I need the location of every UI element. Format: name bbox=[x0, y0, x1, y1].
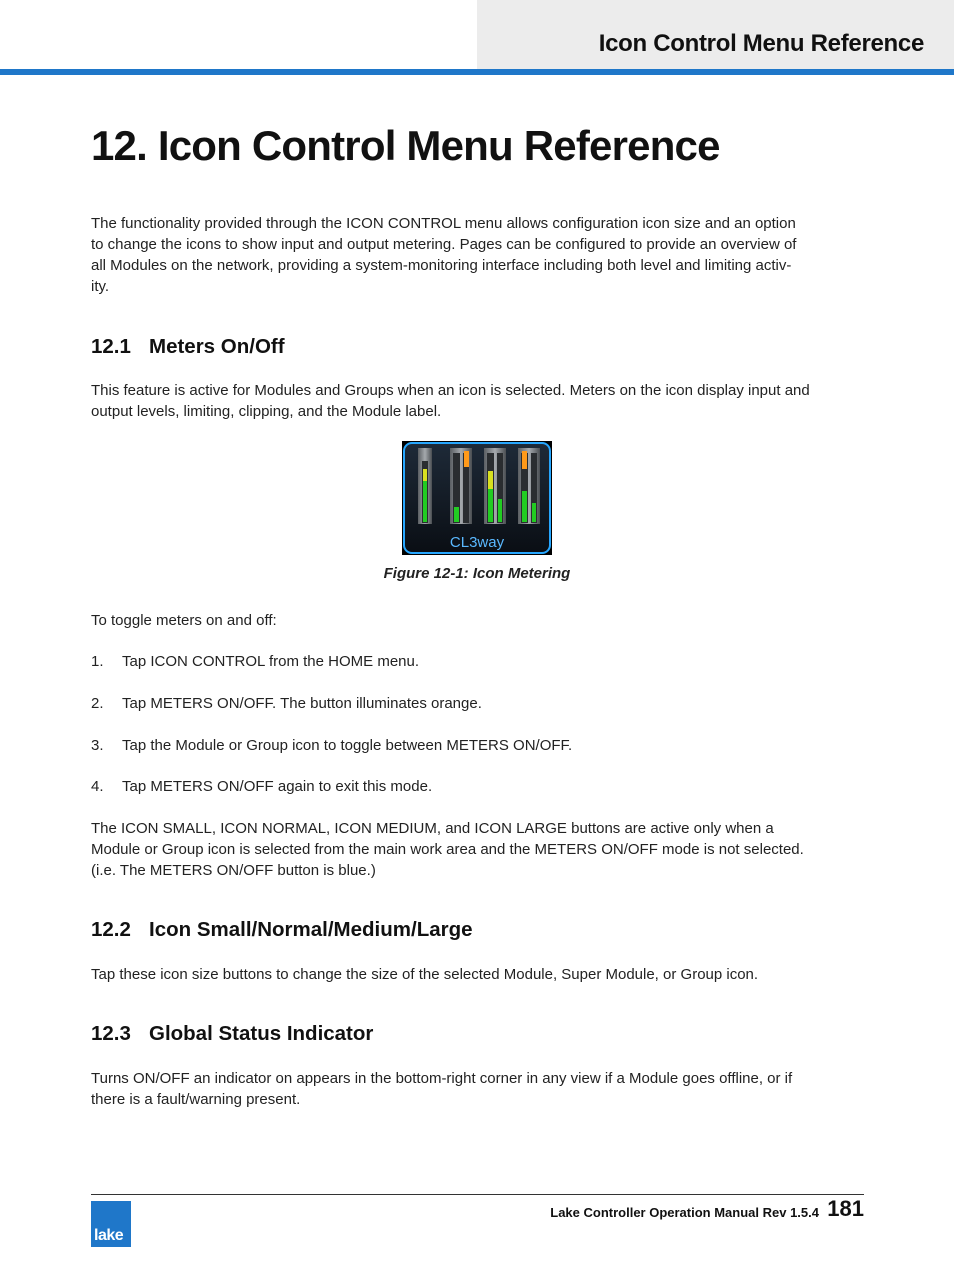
section-heading-icon-size bbox=[91, 918, 473, 942]
step-text: Tap METERS ON/OFF again to exit this mode. bbox=[122, 778, 433, 795]
list-item bbox=[91, 651, 419, 672]
meter-3 bbox=[484, 448, 506, 524]
section-paragraph: Turns ON/OFF an indicator on appears in the bottom-right corner in any view if a Module goes offline, or if bbox=[91, 1070, 793, 1087]
note-line: (i.e. The METERS ON/OFF button is blue.) bbox=[91, 862, 376, 879]
meter-4 bbox=[518, 448, 540, 524]
section-paragraph: Tap these icon size buttons to change the size of the selected Module, Super Module, or Group icon. bbox=[91, 966, 759, 983]
page-number: 181 bbox=[827, 1196, 864, 1221]
section-paragraph: output levels, limiting, clipping, and the Module label. bbox=[91, 403, 442, 420]
step-number: 1. bbox=[91, 653, 104, 670]
logo-text: lake bbox=[94, 1227, 124, 1244]
list-item bbox=[91, 735, 572, 756]
section-heading-meters bbox=[91, 335, 285, 359]
step-text: Tap METERS ON/OFF. The button illuminates orange. bbox=[122, 695, 482, 712]
section-paragraph: This feature is active for Modules and Groups when an icon is selected. Meters on the icon display input and bbox=[91, 382, 810, 399]
module-label: CL3way bbox=[449, 534, 505, 551]
chapter-title: 12. Icon Control Menu Reference bbox=[91, 122, 720, 169]
note-line: Module or Group icon is selected from the main work area and the METERS ON/OFF mode is not selected. bbox=[91, 841, 804, 858]
section-number: 12.1 bbox=[91, 335, 131, 358]
manual-title: Lake Controller Operation Manual Rev 1.5.4 bbox=[550, 1205, 819, 1220]
note-line: The ICON SMALL, ICON NORMAL, ICON MEDIUM, and ICON LARGE buttons are active only when a bbox=[91, 820, 774, 837]
list-item bbox=[91, 776, 432, 797]
meter-1 bbox=[418, 448, 432, 524]
figure-caption: Figure 12-1: Icon Metering bbox=[383, 565, 571, 582]
section-number: 12.3 bbox=[91, 1022, 131, 1045]
step-text: Tap the Module or Group icon to toggle between METERS ON/OFF. bbox=[122, 737, 573, 754]
section-title: Global Status Indicator bbox=[149, 1022, 374, 1045]
section-heading-global-status bbox=[91, 1022, 373, 1046]
header-rule bbox=[0, 69, 954, 75]
footer-rule bbox=[91, 1194, 864, 1195]
intro-line: to change the icons to show input and output metering. Pages can be configured to provide an overview of bbox=[91, 236, 797, 253]
toggle-intro: To toggle meters on and off: bbox=[91, 612, 277, 629]
step-number: 2. bbox=[91, 695, 104, 712]
icon-metering-figure bbox=[402, 441, 552, 555]
list-item bbox=[91, 693, 482, 714]
intro-line: all Modules on the network, providing a system-monitoring interface including both level and limiting activ- bbox=[91, 257, 792, 274]
section-title: Icon Small/Normal/Medium/Large bbox=[149, 918, 473, 941]
section-number: 12.2 bbox=[91, 918, 131, 941]
module-icon-image bbox=[402, 441, 552, 555]
section-title: Meters On/Off bbox=[149, 335, 285, 358]
section-paragraph: there is a fault/warning present. bbox=[91, 1091, 301, 1108]
intro-line: ity. bbox=[91, 278, 110, 295]
step-number: 4. bbox=[91, 778, 104, 795]
intro-line: The functionality provided through the ICON CONTROL menu allows configuration icon size and an option bbox=[91, 215, 796, 232]
running-header-title: Icon Control Menu Reference bbox=[598, 30, 924, 57]
meter-2 bbox=[450, 448, 472, 524]
step-text: Tap ICON CONTROL from the HOME menu. bbox=[122, 653, 420, 670]
step-number: 3. bbox=[91, 737, 104, 754]
lake-logo bbox=[91, 1201, 131, 1247]
